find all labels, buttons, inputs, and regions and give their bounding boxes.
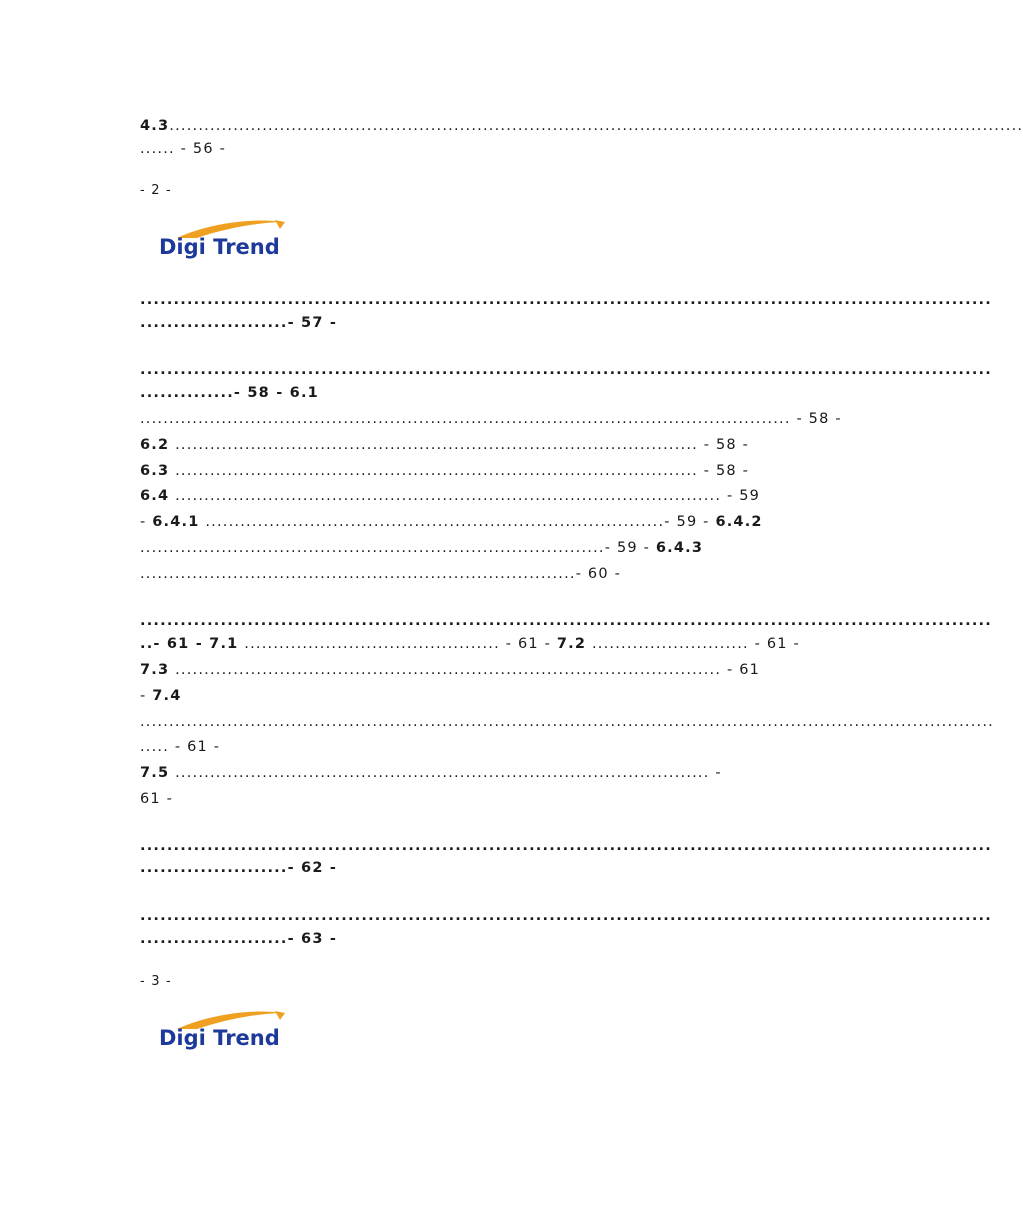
toc-entry-6-2: 6.2 .......................................................................................... - 58 - xyxy=(140,437,750,453)
toc-page-ref: - 59 xyxy=(726,488,761,504)
toc-entry-6-4-2: ................................................................................- 59 - 6.4.3 xyxy=(140,540,704,556)
toc-page-ref: - 58 - xyxy=(703,463,750,479)
toc-page-ref: - 58 - xyxy=(703,437,750,453)
page-number-footer: - 2 - xyxy=(140,183,172,198)
toc-entry-7-4: - 7.4 xyxy=(140,688,182,704)
toc-entry-7-3: 7.3 .............................................................................................. - 61 xyxy=(140,662,761,678)
toc-page-ref: - 60 - xyxy=(575,566,622,582)
toc-number: 7.3 xyxy=(140,662,170,678)
toc-page-ref: ..... - 61 - xyxy=(140,739,221,755)
toc-page-ref: ...... - 56 - xyxy=(140,141,226,157)
page-number-footer: - 3 - xyxy=(140,974,172,989)
toc-number: 6.2 xyxy=(140,437,170,453)
toc-number: 6.4.2 xyxy=(715,514,763,530)
toc-page-ref: - 59 - xyxy=(604,540,651,556)
toc-number: 6.3 xyxy=(140,463,170,479)
toc-leader: ................................................................................................................................................... xyxy=(169,118,1023,134)
toc-page-ref: - 61 - xyxy=(505,636,552,652)
swoosh-arrow-icon xyxy=(275,1011,285,1020)
toc-entry-4-3 xyxy=(140,116,1023,136)
toc-leader-line: ............................................................................................................................... xyxy=(140,908,992,924)
logo-text: Digi Trend xyxy=(159,1026,280,1050)
toc-page-ref: ..- 61 - 7.1 xyxy=(140,636,239,652)
toc-page-ref: 61 - xyxy=(140,791,174,807)
toc-entry-6-3: 6.3 .......................................................................................... - 58 - xyxy=(140,463,750,479)
toc-page-ref: - 58 - xyxy=(796,411,842,427)
toc-leader-line: ............................................................................................................................... xyxy=(140,362,992,378)
toc-leader-line: ............................................................................................................................... xyxy=(140,292,992,308)
toc-number: 6.4.3 xyxy=(655,540,704,556)
toc-leader-line: ................................................................................................................................................... xyxy=(140,714,994,730)
toc-page-ref: - xyxy=(715,765,722,781)
toc-number: 7.2 xyxy=(556,636,587,652)
toc-entry-6-4-1: - 6.4.1 ...............................................................................- 59 - 6.4.2 xyxy=(140,514,763,530)
toc-page-ref: ......................- 63 - xyxy=(140,931,338,947)
toc-leader-line: ............................................................................................................................... xyxy=(140,613,992,629)
toc-page-ref: - 61 - xyxy=(754,636,800,652)
toc-number: 7.4 xyxy=(152,688,182,704)
toc-page-ref: - 61 xyxy=(726,662,761,678)
toc-number: 4.3 xyxy=(140,118,170,134)
toc-entry-7-5: 7.5 ............................................................................................ - xyxy=(140,765,722,781)
logo-text: Digi Trend xyxy=(159,235,280,259)
toc-page-ref: - 59 - xyxy=(664,514,710,530)
toc-number: 6.4 xyxy=(140,488,170,504)
toc-entry-6-4: 6.4 .............................................................................................. - 59 xyxy=(140,488,761,504)
toc-page-ref: ......................- 57 - xyxy=(140,315,338,331)
toc-entry-7-1: ..- 61 - 7.1 ............................................ - 61 - 7.2 ........................... - 61 - xyxy=(140,636,800,652)
toc-page-ref: ..............- 58 - 6.1 xyxy=(140,385,319,401)
swoosh-arrow-icon xyxy=(275,220,285,229)
toc-number: 6.4.1 xyxy=(152,514,200,530)
digi-trend-logo xyxy=(157,1007,287,1053)
digi-trend-logo xyxy=(157,216,287,262)
toc-leader-line: ............................................................................................................................... xyxy=(140,838,992,854)
toc-entry-6-1: ................................................................................................................ - 58 - xyxy=(140,411,842,427)
toc-page-ref: ......................- 62 - xyxy=(140,860,338,876)
toc-number: 7.5 xyxy=(140,765,170,781)
toc-entry-6-4-3: ...........................................................................- 60 - xyxy=(140,566,622,582)
